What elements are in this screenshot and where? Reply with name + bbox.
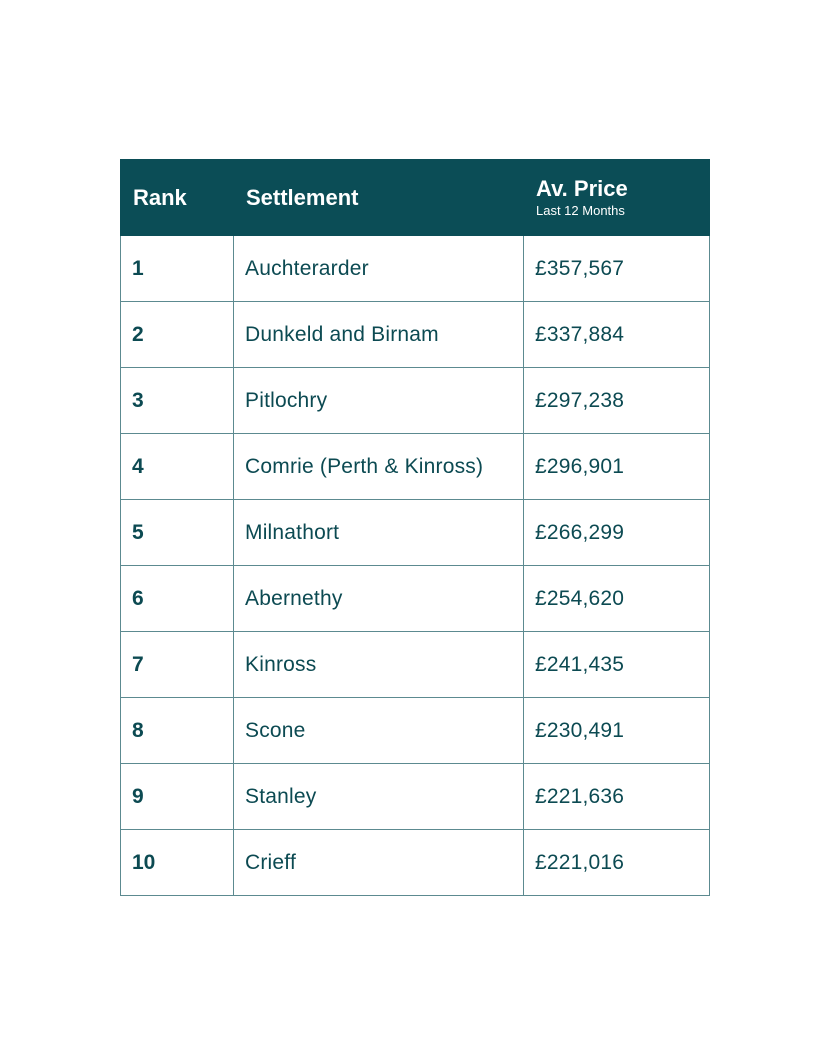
table-row xyxy=(121,236,710,302)
rank-cell: 2 xyxy=(121,302,234,368)
table-row xyxy=(121,566,710,632)
price-cell: £254,620 xyxy=(524,566,710,632)
price-cell: £337,884 xyxy=(524,302,710,368)
header-row xyxy=(121,160,710,236)
rank-cell: 9 xyxy=(121,764,234,830)
table-row xyxy=(121,302,710,368)
price-cell: £266,299 xyxy=(524,500,710,566)
table-row xyxy=(121,500,710,566)
table-row xyxy=(121,368,710,434)
settlement-cell: Scone xyxy=(234,698,524,764)
price-cell: £241,435 xyxy=(524,632,710,698)
settlement-cell: Abernethy xyxy=(234,566,524,632)
price-cell: £357,567 xyxy=(524,236,710,302)
header-price-subtitle: Last 12 Months xyxy=(536,203,625,218)
price-cell: £296,901 xyxy=(524,434,710,500)
rank-cell: 7 xyxy=(121,632,234,698)
rank-cell: 6 xyxy=(121,566,234,632)
settlement-cell: Pitlochry xyxy=(234,368,524,434)
settlement-cell: Auchterarder xyxy=(234,236,524,302)
settlement-cell: Crieff xyxy=(234,830,524,896)
table-row xyxy=(121,632,710,698)
rank-cell: 1 xyxy=(121,236,234,302)
table-row xyxy=(121,830,710,896)
rank-cell: 8 xyxy=(121,698,234,764)
rank-cell: 5 xyxy=(121,500,234,566)
settlement-cell: Kinross xyxy=(234,632,524,698)
settlement-cell: Comrie (Perth & Kinross) xyxy=(234,434,524,500)
price-cell: £221,016 xyxy=(524,830,710,896)
header-rank: Rank xyxy=(121,160,234,236)
settlement-price-table xyxy=(120,159,710,896)
table-body xyxy=(121,236,710,896)
table-row xyxy=(121,434,710,500)
header-price xyxy=(524,160,710,236)
price-cell: £221,636 xyxy=(524,764,710,830)
settlement-cell: Milnathort xyxy=(234,500,524,566)
settlement-cell: Dunkeld and Birnam xyxy=(234,302,524,368)
rank-cell: 3 xyxy=(121,368,234,434)
header-settlement: Settlement xyxy=(234,160,524,236)
settlement-cell: Stanley xyxy=(234,764,524,830)
price-cell: £230,491 xyxy=(524,698,710,764)
price-cell: £297,238 xyxy=(524,368,710,434)
rank-cell: 10 xyxy=(121,830,234,896)
table-row xyxy=(121,698,710,764)
header-price-label: Av. Price xyxy=(536,176,628,201)
table-header xyxy=(121,160,710,236)
table-row xyxy=(121,764,710,830)
rank-cell: 4 xyxy=(121,434,234,500)
